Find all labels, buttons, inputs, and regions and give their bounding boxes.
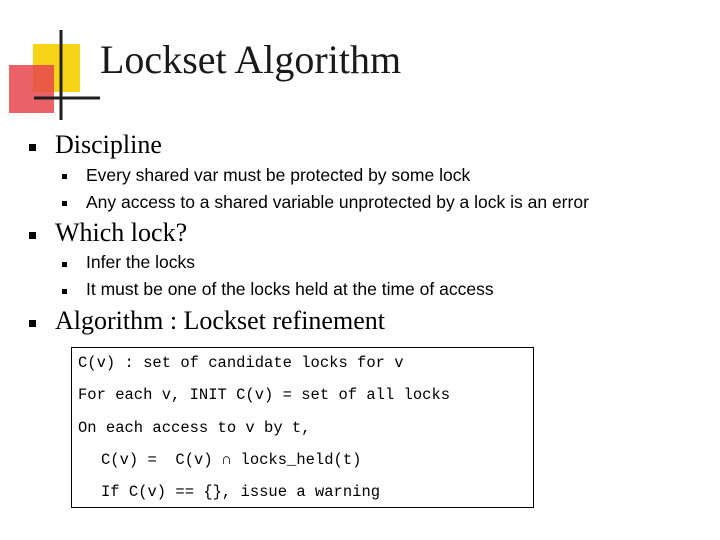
bullet-marker	[29, 144, 36, 151]
slide-title: Lockset Algorithm	[100, 37, 402, 82]
sub-bullet-marker	[62, 201, 67, 206]
decorative-logo	[0, 0, 100, 120]
bullet-marker	[29, 320, 36, 327]
code-line: If C(v) == {}, issue a warning	[101, 483, 381, 501]
sub-bullet-text: It must be one of the locks held at the time of access	[86, 279, 494, 299]
logo-red-square	[9, 65, 54, 113]
code-line: On each access to v by t,	[78, 419, 311, 437]
sub-bullet-text: Any access to a shared variable unprotected by a lock is an error	[86, 192, 589, 212]
bullet-which-lock: Which lock?	[55, 218, 188, 247]
bullet-algorithm: Algorithm : Lockset refinement	[55, 306, 385, 335]
code-line: C(v) = C(v) ∩ locks_held(t)	[101, 451, 362, 469]
sub-bullet-marker	[62, 289, 67, 294]
sub-bullet-marker	[62, 174, 67, 179]
bullet-marker	[29, 232, 36, 239]
sub-bullet-marker	[62, 262, 67, 267]
code-line: For each v, INIT C(v) = set of all locks	[78, 386, 451, 404]
sub-bullet-text: Every shared var must be protected by some lock	[86, 165, 471, 185]
bullet-discipline: Discipline	[55, 130, 162, 159]
code-line: C(v) : set of candidate locks for v	[78, 354, 404, 372]
sub-bullet-text: Infer the locks	[86, 252, 195, 272]
